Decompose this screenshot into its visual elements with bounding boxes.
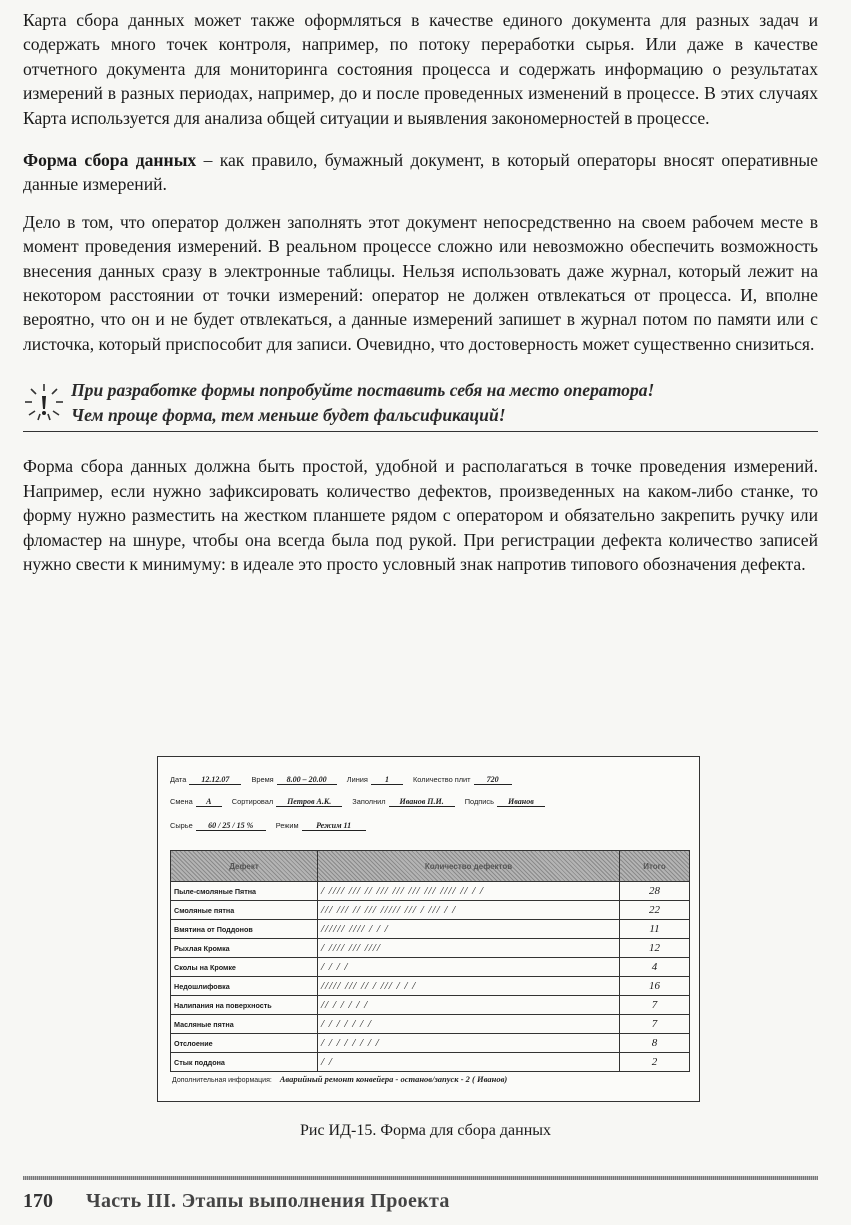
- table-row: [171, 1015, 690, 1034]
- form-header-row-1: [170, 775, 520, 785]
- additional-info-value: Аварийный ремонт конвейера - останов/запуск - 2 ( Иванов): [279, 1074, 508, 1084]
- defect-total: 11: [620, 920, 690, 939]
- sorter-value: Петров А.К.: [276, 797, 342, 807]
- raw-material-label: Сырье: [170, 821, 193, 830]
- table-row: [171, 939, 690, 958]
- defect-name: Масляные пятна: [171, 1015, 318, 1034]
- defect-name: Пыле-смоляные Пятна: [171, 882, 318, 901]
- defect-name: Вмятина от Поддонов: [171, 920, 318, 939]
- defect-tally-marks: ///// /// // / /// / / /: [318, 977, 620, 996]
- defect-name: Смоляные пятна: [171, 901, 318, 920]
- form-header-row-2: [170, 797, 553, 807]
- table-row: [171, 1053, 690, 1072]
- table-row: [171, 882, 690, 901]
- lightbulb-tip-icon: [23, 382, 65, 424]
- defect-name: Налипания на поверхность: [171, 996, 318, 1015]
- mode-value: Режим 11: [302, 821, 366, 831]
- additional-info-label: Дополнительная информация:: [172, 1077, 272, 1084]
- time-label: Время: [251, 775, 274, 784]
- date-value: 12.12.07: [189, 775, 241, 785]
- defect-total: 28: [620, 882, 690, 901]
- table-row: [171, 977, 690, 996]
- table-row: [171, 996, 690, 1015]
- paragraph-definition: [23, 148, 818, 197]
- page-number: 170: [23, 1190, 53, 1212]
- defect-tally-marks: / / / / / / /: [318, 1015, 620, 1034]
- paragraph-operator: Дело в том, что оператор должен заполнять этот документ непосредственно на своем рабочем месте в момент проведения измерений. В реальном процессе сложно или невозможно обеспечить возможность внесения данных сразу в электронные таблицы. Нельзя использовать даже журнал, который лежит на некотором расстоянии от точки измерений: оператор не должен отвлекаться от процесса. И, вполне вероятно, что он и не будет отвлекаться, а данные измерений запишет в журнал потом по памяти или с листочка, который приспособит для записи. Очевидно, что достоверность может существенно снизиться.: [23, 211, 818, 354]
- page-body: [23, 8, 818, 576]
- defect-total: 4: [620, 958, 690, 977]
- defect-total: 12: [620, 939, 690, 958]
- sorter-label: Сортировал: [231, 797, 274, 806]
- shift-value: А: [196, 797, 222, 807]
- definition-text: – как правило, бумажный документ, в который операторы вносят оперативные данные измерений.: [23, 150, 818, 195]
- form-header-row-3: [170, 821, 374, 831]
- defect-total: 2: [620, 1053, 690, 1072]
- defect-tally-marks: / / / / / / / /: [318, 1034, 620, 1053]
- col-count-header: Количество дефектов: [318, 851, 620, 882]
- defect-name: Недошлифовка: [171, 977, 318, 996]
- signature-value: Иванов: [497, 797, 545, 807]
- time-value: 8.00 – 20.00: [277, 775, 337, 785]
- count-value: 720: [474, 775, 512, 785]
- date-label: Дата: [170, 775, 187, 784]
- footer-divider: [23, 1176, 818, 1180]
- shift-label: Смена: [170, 797, 193, 806]
- table-row: [171, 958, 690, 977]
- defect-tally-marks: / /: [318, 1053, 620, 1072]
- table-row: [171, 1034, 690, 1053]
- col-total-header: Итого: [620, 851, 690, 882]
- definition-term: Форма сбора данных: [23, 150, 197, 171]
- part-title: Часть III. Этапы выполнения Проекта: [86, 1190, 450, 1212]
- paragraph-intro: Карта сбора данных может также оформляться в качестве единого документа для разных задач и содержать много точек контроля, например, по потоку переработки сырья. Или даже в качестве отчетного документа для мониторинга состояния процесса и содержать информацию о результатах измерений в разных периодах, например, до и после проведенных изменений в процессе. В этих случаях Карта используется для анализа общей ситуации и выявления закономерностей в процессе.: [23, 10, 818, 128]
- defect-name: Стык поддона: [171, 1053, 318, 1072]
- additional-info: [172, 1074, 507, 1084]
- defects-table: [170, 850, 690, 1072]
- defect-name: Рыхлая Кромка: [171, 939, 318, 958]
- defect-tally-marks: / //// /// // /// /// /// /// //// // / /: [318, 882, 620, 901]
- defect-tally-marks: /// /// // /// ///// /// / /// / /: [318, 901, 620, 920]
- col-defect-header: Дефект: [171, 851, 318, 882]
- tip-box: [23, 378, 818, 432]
- defect-total: 7: [620, 1015, 690, 1034]
- tip-line-2: Чем проще форма, тем меньше будет фальсификаций!: [71, 404, 506, 425]
- defect-name: Сколы на Кромке: [171, 958, 318, 977]
- tip-line-1: При разработке формы попробуйте поставить себя на место оператора!: [71, 380, 655, 401]
- defect-tally-marks: / / / /: [318, 958, 620, 977]
- line-label: Линия: [346, 775, 368, 784]
- filled-value: Иванов П.И.: [389, 797, 455, 807]
- count-label: Количество плит: [413, 775, 471, 784]
- defect-total: 7: [620, 996, 690, 1015]
- defect-tally-marks: // / / / / /: [318, 996, 620, 1015]
- paragraph-form-requirements: Форма сбора данных должна быть простой, удобной и располагаться в точке проведения измерений. Например, если нужно зафиксировать количество дефектов, произведенных на каком-либо станке, то форму нужно разместить на жестком планшете рядом с оператором и обязательно закрепить ручку или фломастер на шнуре, чтобы она всегда была под рукой. При регистрации дефекта количество записей нужно свести к минимуму: в идеале это просто условный знак напротив типового обозначения дефекта.: [23, 456, 818, 574]
- raw-material-value: 60 / 25 / 15 %: [196, 821, 266, 831]
- line-value: 1: [371, 775, 403, 785]
- signature-label: Подпись: [464, 797, 494, 806]
- defect-tally-marks: ////// //// / / /: [318, 920, 620, 939]
- data-collection-form: [157, 756, 700, 1102]
- defect-total: 22: [620, 901, 690, 920]
- defect-total: 8: [620, 1034, 690, 1053]
- page-footer: [23, 1190, 450, 1213]
- table-row: [171, 920, 690, 939]
- defect-tally-marks: / //// /// ////: [318, 939, 620, 958]
- figure-caption: Рис ИД-15. Форма для сбора данных: [299, 1122, 551, 1139]
- defect-name: Отслоение: [171, 1034, 318, 1053]
- mode-label: Режим: [275, 821, 299, 830]
- defect-total: 16: [620, 977, 690, 996]
- table-row: [171, 901, 690, 920]
- filled-label: Заполнил: [352, 797, 386, 806]
